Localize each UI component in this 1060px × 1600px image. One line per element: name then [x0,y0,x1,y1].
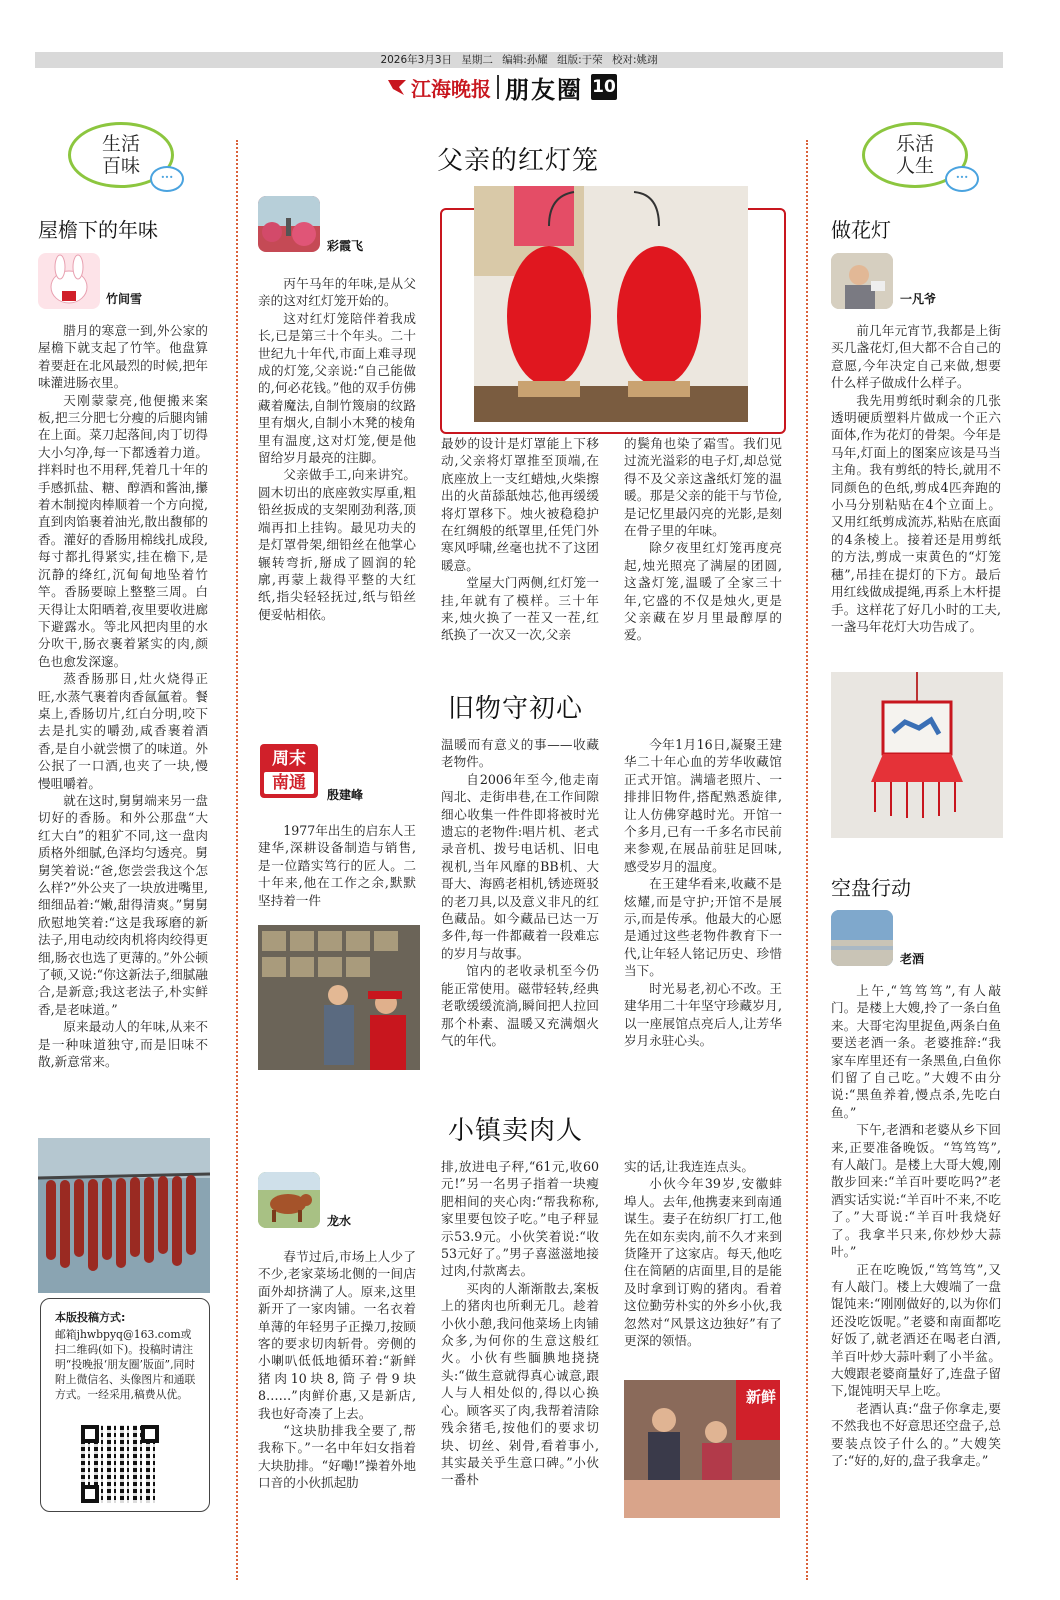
article-title: 屋檐下的年味 [38,218,158,242]
contribution-text: 邮箱jhwbpyq@163.com或扫二维码(如下)。投稿时请注明“投晚报‘朋友圈’版面”,同时附上微信名、头像图片和通联方式。一经采用,稿费从优。 [55,1328,196,1401]
paragraph: 堂屋大门两侧,红灯笼一挂,年就有了模样。三十年来,烛火换了一茬又一茬,红纸换了一次又一次,父亲 [441,575,599,643]
qr-code[interactable] [81,1425,159,1503]
chat-dots-icon: ... [150,166,184,192]
article-body-col2 [441,1158,599,1489]
paragraph: 天刚蒙蒙亮,他便搬来案板,把三分肥七分瘦的后腿肉铺在上面。菜刀起落间,肉丁切得大小匀净,每一下都透着力道。拌料时也不用秤,凭着几十年的手感抓盐、糖、醇酒和酱油,攥着木制搅肉棒顺着一个方向搅,直到肉馅裹着油光,散出馥郁的香。灌好的香肠用棉线扎成段,每寸都扎得紧实,挂在檐下,是沉静的绛红,沉甸甸地坠着竹竿。香肠要晾上整整三周。白天得让太阳晒着,夜里要收进廊下避露水。等北风把肉里的水分吹干,肠衣裹着紧实的肉,颜色也愈发深邃。 [38,392,208,669]
article-title: 空盘行动 [831,876,911,900]
author-avatar [258,196,320,252]
paragraph: “这块肋排我全要了,帮我称下。”一名中年妇女指着大块肋排。“好嘞!”操着外地口音的小伙抓起肋 [258,1423,416,1491]
article-title: 做花灯 [831,218,891,242]
article-title: 父亲的红灯笼 [437,146,600,176]
tag-line-1: 周末 [272,749,306,769]
author-avatar [258,1172,320,1228]
section-name: 朋友圈 [505,74,583,104]
author-name: 殷建峰 [327,788,364,802]
rabbit-avatar-icon [38,253,100,309]
article-body-col2 [441,736,599,1049]
editor-credit: 编辑:孙耀 [502,54,548,66]
tag-line-2: 南通 [264,772,314,794]
contribution-title: 本版投稿方式: [55,1311,126,1324]
masthead-divider [497,75,499,99]
badge-line-1: 乐活 [895,133,934,155]
qr-finder [81,1485,99,1503]
header-bar [35,52,1003,68]
article-body-col1 [258,275,416,623]
issue-weekday: 星期二 [461,54,493,66]
author-name: 竹间雪 [106,292,143,306]
badge-line-1: 生活 [101,133,140,155]
paragraph: 除夕夜里红灯笼再度亮起,烛光照亮了满屋的团圆,这盏灯笼,温暖了全家三十年,它盛的不仅是烛火,更是父亲藏在岁月里最醇厚的爱。 [624,540,782,643]
author-name: 彩霞飞 [327,239,364,253]
author-avatar [38,253,100,309]
collector-photo [258,925,420,1070]
article-body [831,982,1001,1469]
contribution-box [40,1298,210,1512]
paragraph: 父亲做手工,向来讲究。圆木切出的底座敦实厚重,粗铅丝扳成的支架刚劲利落,顶端再扣上挂钩。最见功夫的是灯罩骨架,细铅丝在他掌心辗转弯折,掰成了圆润的轮廓,再蒙上裁得平整的大红纸,指尖轻轻抚过,纸与铅丝便妥帖相依。 [258,467,416,622]
article-title: 旧物守初心 [448,694,584,724]
paragraph: 下午,老酒和老婆从乡下回来,正要准备晚饭。“笃笃笃”,有人敲门。是楼上大哥大嫂,刚散步回来:“羊百叶要吃吗?”老酒实话实说:“羊百叶不来,不吃了。”大哥说:“羊百叶我烧好了。我拿半只来,你炒炒大蒜叶。” [831,1122,1001,1260]
author-name: 龙水 [327,1214,352,1228]
paragraph: 正在吃晚饭,“笃笃笃”,又有人敲门。楼上大嫂端了一盘馄饨来:“刚刚做好的,以为你们还没吃饭呢。”老婆和南面都吃好饭了,就老酒还在喝老白酒,羊百叶炒大蒜叶剩了小半盆。大嫂跟老婆商量好了,连盘子留下,馄饨明天早上吃。 [831,1261,1001,1399]
paragraph: 原来最动人的年味,从来不是一种味道独守,而是旧味不散,新意常来。 [38,1019,208,1070]
paragraph: 春节过后,市场上人少了不少,老家菜场北侧的一间店面外却挤满了人。原来,这里新开了一家肉铺。一名衣着单薄的年轻男子正操刀,按顾客的要求切肉斩骨。旁侧的小喇叭低低地循环着:“新鲜猪肉10块8,筒子骨9块8……”肉鲜价惠,又是新店,我也好奇凑了上去。 [258,1249,416,1421]
paragraph: 1977年出生的启东人王建华,深耕设备制造与销售,是一位踏实笃行的匠人。二十年来,他在工作之余,默默坚持着一件 [258,823,416,908]
paragraph: 温暖而有意义的事——收藏老物件。 [441,737,599,770]
paragraph: 实的话,让我连连点头。 [624,1159,754,1174]
sausage-photo [38,1138,210,1293]
qr-finder [141,1425,159,1443]
paragraph: 老酒认真:“盘子你拿走,要不然我也不好意思还空盘子,总要装点饺子什么的。”大嫂笑了:“好的,好的,盘子我拿走。” [831,1400,1001,1468]
paragraph: 上午,“笃笃笃”,有人敲门。是楼上大嫂,拎了一条白鱼来。大哥宅沟里捉鱼,两条白鱼要送老酒一条。老婆推辞:“我家车库里还有一条黑鱼,白鱼你们留了自己吃。”大嫂不由分说:“黑鱼养着,慢点杀,先吃白鱼。” [831,983,1001,1120]
shop-sign: 新鲜 [745,1388,776,1406]
qr-finder [81,1425,99,1443]
page-number: 10 [591,74,617,100]
paragraph: 腊月的寒意一到,外公家的屋檐下就支起了竹竿。他盘算着要赶在北风最烈的时候,把年味灌进肠衣里。 [38,323,208,391]
layout-credit: 组版:于荣 [557,54,603,66]
badge-line-2: 百味 [101,155,140,177]
author-avatar [831,910,893,966]
column-tag [260,744,318,798]
issue-date: 2026年3月3日 [380,54,453,66]
butcher-photo [624,1380,780,1518]
paragraph: 自2006年至今,他走南闯北、走街串巷,在工作间隙细心收集一件件即将被时光遗忘的老物件:唱片机、老式录音机、拨号电话机、旧电视机,当年风靡的BB机、大哥大、海鸥老相机,锈迹斑驳的老刀具,以及意义非凡的红色藏品。如今藏品已达一万多件,每一件都藏着一段难忘的岁月与故事。 [441,771,599,961]
paragraph: 买肉的人渐渐散去,案板上的猪肉也所剩无几。趁着小伙小憩,我问他菜场上肉铺众多,为何你的生意这般红火。小伙有些腼腆地挠挠头:“做生意就得真心诚意,跟人与人相处似的,得以心换心。顾客买了肉,我帮着清除残余猪毛,按他们的要求切块、切丝、剁骨,看着事小,其实最关乎生意口碑。”小伙一番朴 [441,1280,599,1488]
paragraph: 排,放进电子秤,“61元,收60元!”另一名男子指着一块瘦肥相间的夹心肉:“帮我称称,家里要包饺子吃。”电子秤显示53.9元。小伙笑着说:“收53元好了。”男子喜滋滋地接过肉,付款离去。 [441,1159,599,1279]
article-body-col3 [624,1158,782,1349]
column-divider-right [806,140,808,1580]
paragraph: 时光易老,初心不改。王建华用二十年坚守珍藏岁月,以一座展馆点亮后人,让芳华岁月永驻心头。 [624,980,782,1048]
paragraph: 小伙今年39岁,安徽蚌埠人。去年,他携妻来到南通谋生。妻子在纺织厂打工,他先在如东卖肉,前不久才来到货隆开了这家店。每天,他吃住在简陋的店面里,目的是能及时拿到订购的猪肉。看着这位勤劳朴实的外乡小伙,我忽然对“风景这边独好”有了更深的领悟。 [624,1176,782,1349]
author-name: 一凡爷 [900,292,937,306]
article-body [38,322,208,1070]
paragraph: 这对红灯笼陪伴着我成长,已是第三十个年头。二十世纪九十年代,市面上难寻现成的灯笼,父亲说:“自己能做的,何必花钱。”他的双手仿佛藏着魔法,自制竹篾扇的纹路里有烟火,自制小木凳的棱角里有温度,这对灯笼,便是他留给岁月最亮的注脚。 [258,310,416,466]
red-lanterns-photo [474,186,748,422]
paper-name: 江海晚报 [411,76,491,101]
paragraph: 我先用剪纸时剩余的几张透明硬质塑料片做成一个正六面体,作为花灯的骨架。今年是马年,灯面上的图案应该是马当主角。我有剪纸的特长,就用不同颜色的色纸,剪成4匹奔跑的小马分别粘贴在4个立面上。又用红纸剪成流苏,粘贴在底面的4条棱上。接着还是用剪纸的方法,剪成一束黄色的“灯笼穗”,吊挂在提灯的下方。最后用红线做成提绳,再系上木杆提手。这样花了好几小时的工夫,一盏马年花灯大功告成了。 [831,392,1001,634]
paragraph: 蒸香肠那日,灶火烧得正旺,水蒸气裹着肉香氤氲着。餐桌上,香肠切片,红白分明,咬下去是扎实的嚼劲,咸香裹着酒香,是自小就尝惯了的味道。外公抿了一口酒,也夹了一块,慢慢咀嚼着。 [38,671,208,791]
article-body-col1 [258,1248,416,1492]
paragraph: 就在这时,舅舅端来另一盘切好的香肠。和外公那盘“大红大白”的粗犷不同,这一盘肉质格外细腻,色泽均匀透亮。舅舅笑着说:“爸,您尝尝我这个怎么样?”外公夹了一块放进嘴里,细细品着:“嫩,甜得清爽。”舅舅欣慰地笑着:“这是我琢磨的新法子,用电动绞肉机将肉绞得更细,肠衣也选了更薄的。”外公顿了顿,又说:“你这新法子,细腻融合,是新意;我这老法子,朴实鲜香,是老味道。” [38,792,208,1017]
paragraph: 最妙的设计是灯罩能上下移动,父亲将灯罩推至顶端,在底座放上一支红蜡烛,火柴擦出的火苗舔舐烛芯,他再缓缓将灯罩移下。烛火被稳稳护在红绸般的纸罩里,任凭门外寒风呼啸,丝毫也扰不了这团暖意。 [441,436,599,573]
chat-dots-icon: ... [945,166,979,192]
article-body-col3 [624,736,782,1049]
proof-credit: 校对:姚翊 [612,54,658,66]
paragraph: 丙午马年的年味,是从父亲的这对红灯笼开始的。 [258,276,416,309]
author-avatar [831,253,893,309]
horse-lantern-photo [831,672,1003,838]
masthead [385,72,617,102]
paragraph: 的鬓角也染了霜雪。我们见过流光溢彩的电子灯,却总觉得不及父亲这盏纸灯笼的温暖。那是父亲的能干与节俭,是记忆里最闪亮的光影,是刻在骨子里的年味。 [624,436,782,539]
article-body-col1 [258,822,416,909]
article-title: 小镇卖肉人 [448,1116,584,1146]
author-name: 老酒 [900,952,925,966]
article-body [831,322,1001,635]
newspaper-logo-icon [385,75,409,99]
paragraph: 前几年元宵节,我都是上街买几盏花灯,但大都不合自己的意愿,今年决定自己来做,想要什么样子做成什么样子。 [831,323,1001,391]
paragraph: 在王建华看来,收藏不是炫耀,而是守护;开馆不是展示,而是传承。他最大的心愿是通过这些老物件教育下一代,让年轻人铭记历史、珍惜当下。 [624,876,782,979]
paragraph: 馆内的老收录机至今仍能正常使用。磁带轻转,经典老歌缓缓流淌,瞬间把人拉回那个朴素、温暖又充满烟火气的年代。 [441,963,599,1048]
paragraph: 今年1月16日,凝聚王建华二十年心血的芳华收藏馆正式开馆。满墙老照片、一排排旧物件,搭配熟悉旋律,让人仿佛穿越时光。开馆一个多月,已有一千多名市民前来参观,在展品前驻足回味,感受岁月的温度。 [624,737,782,874]
article-body-col2 [441,435,599,644]
badge-line-2: 人生 [895,155,934,177]
column-divider-left [236,140,238,1580]
article-body-col3 [624,435,782,644]
